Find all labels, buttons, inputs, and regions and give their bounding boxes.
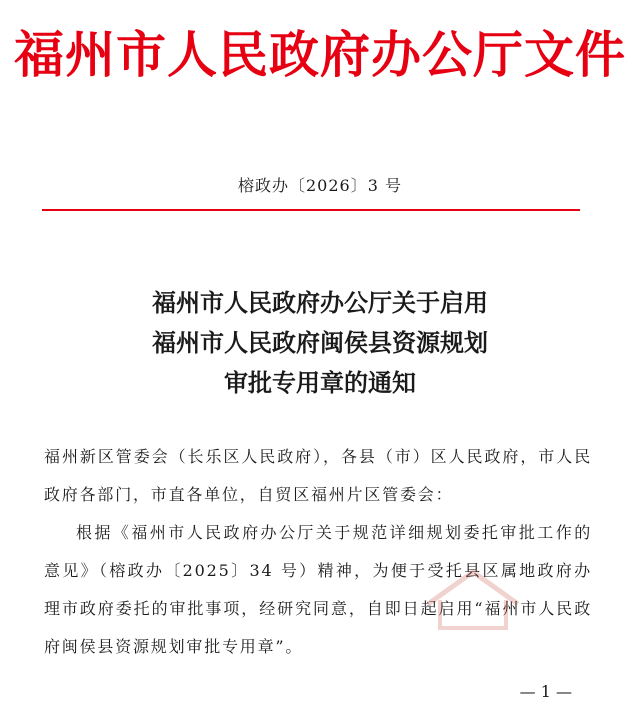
document-number: 榕政办〔2026〕3 号 bbox=[238, 176, 402, 195]
notice-title-line-2: 福州市人民政府闽侯县资源规划 bbox=[152, 328, 488, 357]
red-header-title: 福州市人民政府办公厅文件 bbox=[14, 25, 626, 84]
recipients-paragraph: 福州新区管委会（长乐区人民政府），各县（市）区人民政府，市人民政府各部门，市直各单位，自贸区福州片区管委会： bbox=[44, 447, 592, 504]
notice-title-line-1: 福州市人民政府办公厅关于启用 bbox=[152, 288, 488, 317]
red-divider-line bbox=[42, 209, 580, 211]
notice-body bbox=[44, 438, 592, 666]
notice-title-line-3: 审批专用章的通知 bbox=[224, 368, 416, 397]
main-paragraph: 根据《福州市人民政府办公厅关于规范详细规划委托审批工作的意见》（榕政办〔2025〕34 号）精神，为便于受托县区属地政府办理市政府委托的审批事项，经研究同意，自即日起启用“福州市人民政府闽侯县资源规划审批专用章”。 bbox=[44, 523, 592, 656]
notice-title bbox=[0, 283, 640, 403]
page-number: — 1 — bbox=[519, 682, 572, 701]
